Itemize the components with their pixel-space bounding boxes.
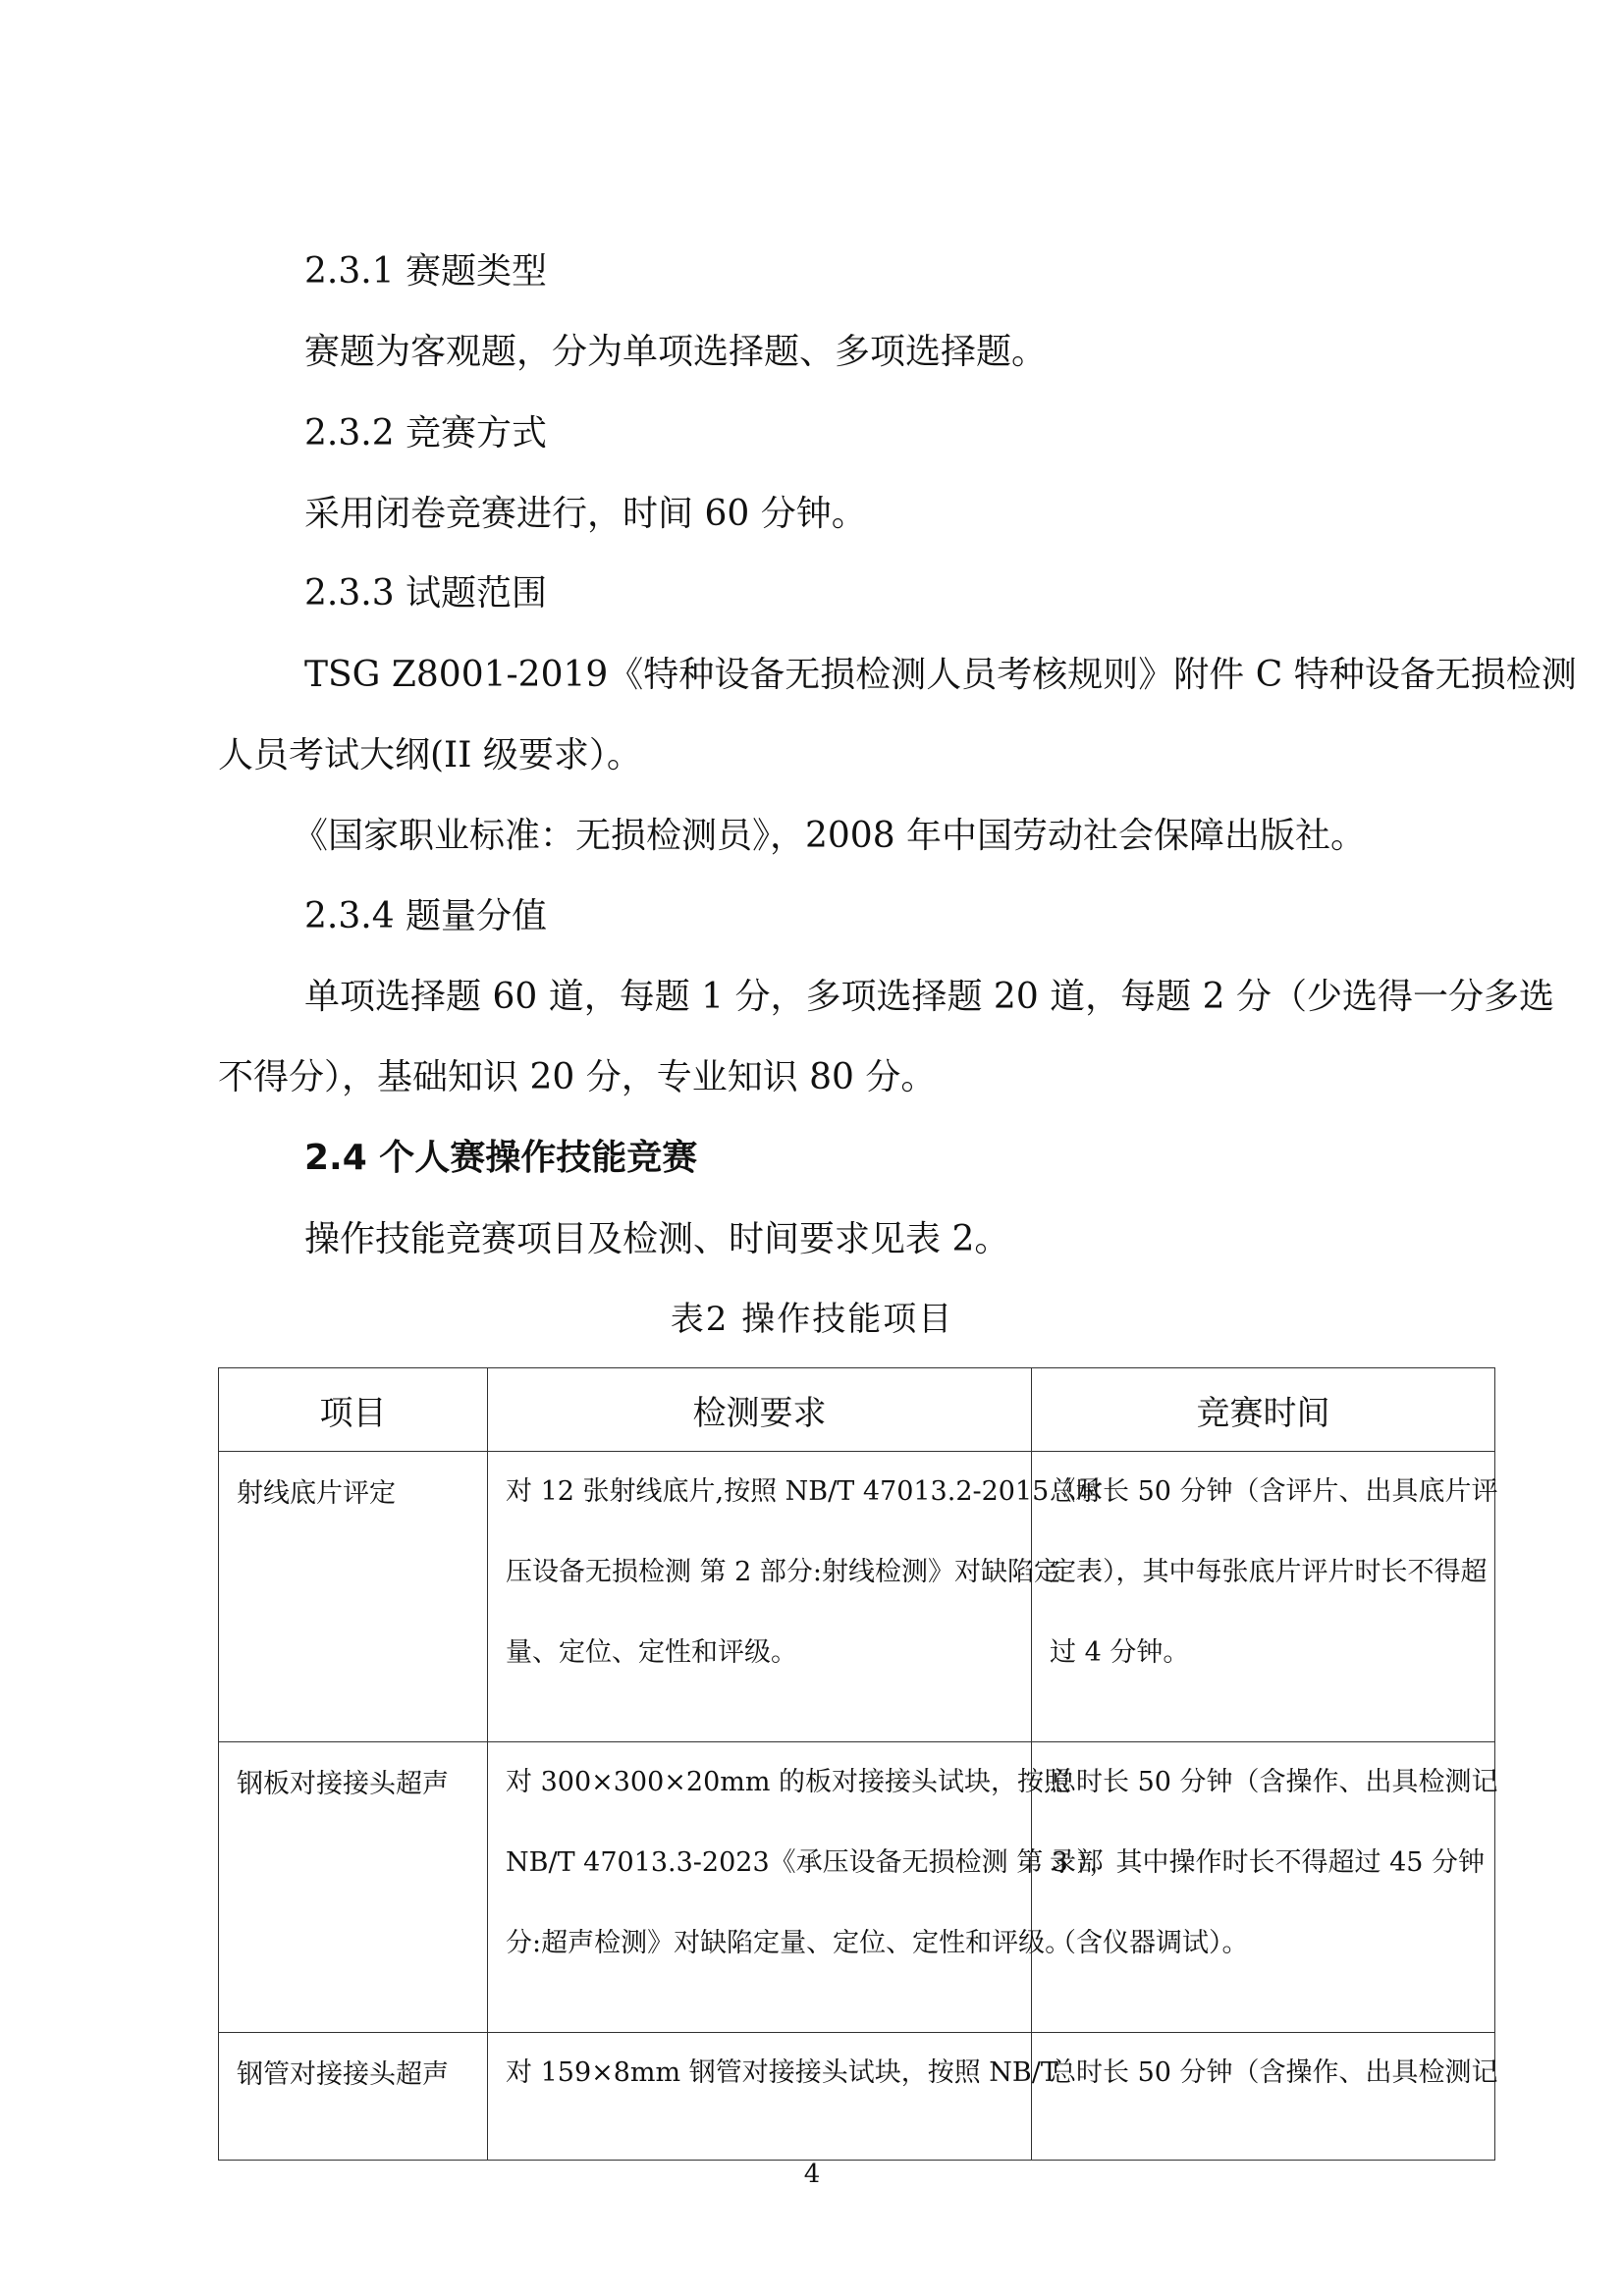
cell-project-text: 钢板对接接头超声 bbox=[237, 1769, 449, 1799]
cell-project-text: 钢管对接接头超声 bbox=[237, 2059, 449, 2090]
cell-time-line: 定表），其中每张底片评片时长不得超 bbox=[1050, 1557, 1488, 1587]
header-requirement: 检测要求 bbox=[488, 1368, 1032, 1452]
page-number: 4 bbox=[803, 2160, 821, 2189]
cell-requirement-line: 分:超声检测》对缺陷定量、定位、定性和评级。 bbox=[506, 1928, 1072, 1958]
cell-time-line: 录），其中操作时长不得超过 45 分钟 bbox=[1050, 1847, 1486, 1878]
cell-time bbox=[1032, 2033, 1498, 2161]
cell-requirement-line: NB/T 47013.3-2023《承压设备无损检测 第 3 部 bbox=[506, 1847, 1104, 1878]
cell-project bbox=[219, 1452, 488, 1742]
paragraph-text-2-3-4-line2: 不得分），基础知识 20 分，专业知识 80 分。 bbox=[218, 1057, 937, 1097]
paragraph-text-2-3-2: 采用闭卷竞赛进行，时间 60 分钟。 bbox=[304, 494, 867, 534]
paragraph-heading-2-3-1: 2.3.1 赛题类型 bbox=[304, 251, 548, 292]
paragraph-heading-2-3-2: 2.3.2 竞赛方式 bbox=[304, 413, 548, 454]
table-row bbox=[219, 2033, 1495, 2161]
paragraph-text-2-3-1: 赛题为客观题，分为单项选择题、多项选择题。 bbox=[304, 332, 1048, 372]
cell-requirement-line: 压设备无损检测 第 2 部分:射线检测》对缺陷定 bbox=[506, 1557, 1061, 1587]
paragraph-text-2-4: 操作技能竞赛项目及检测、时间要求见表 2。 bbox=[304, 1219, 1010, 1259]
paragraph-text-2-3-3-line2: 人员考试大纲(II 级要求）。 bbox=[218, 735, 642, 775]
cell-time-line: 过 4 分钟。 bbox=[1050, 1637, 1190, 1668]
paragraph-heading-2-3-4: 2.3.4 题量分值 bbox=[304, 896, 548, 936]
cell-project bbox=[219, 1742, 488, 2033]
paragraph-text-2-3-3-line1: TSG Z8001-2019《特种设备无损检测人员考核规则》附件 C 特种设备无损检测 bbox=[304, 655, 1577, 695]
paragraph-text-2-3-4-line1: 单项选择题 60 道，每题 1 分，多项选择题 20 道，每题 2 分（少选得一分多选 bbox=[304, 977, 1554, 1017]
paragraph-text-2-3-3-line3: 《国家职业标准：无损检测员》，2008 年中国劳动社会保障出版社。 bbox=[293, 816, 1367, 856]
header-project: 项目 bbox=[219, 1368, 488, 1452]
skills-table bbox=[218, 1367, 1498, 2161]
paragraph-heading-2-3-3: 2.3.3 试题范围 bbox=[304, 573, 548, 614]
table-row bbox=[219, 1452, 1495, 1742]
cell-project-text: 射线底片评定 bbox=[237, 1478, 396, 1509]
table-caption: 表2 操作技能项目 bbox=[670, 1300, 954, 1339]
table-row bbox=[219, 1742, 1495, 2033]
cell-time-line: （含仪器调试）。 bbox=[1050, 1928, 1249, 1958]
section-heading-2-4: 2.4 个人赛操作技能竞赛 bbox=[304, 1138, 698, 1178]
cell-time-line: 总时长 50 分钟（含评片、出具底片评 bbox=[1050, 1476, 1498, 1507]
cell-time bbox=[1032, 1742, 1498, 2033]
cell-requirement bbox=[488, 1742, 1104, 2033]
cell-requirement bbox=[488, 2033, 1058, 2161]
cell-requirement-line: 对 159×8mm 钢管对接接头试块，按照 NB/T bbox=[506, 2057, 1058, 2088]
header-time: 竞赛时间 bbox=[1032, 1368, 1495, 1452]
cell-time bbox=[1032, 1452, 1498, 1742]
cell-time-line: 总时长 50 分钟（含操作、出具检测记 bbox=[1050, 1767, 1498, 1797]
cell-project bbox=[219, 2033, 488, 2161]
cell-requirement bbox=[488, 1452, 1103, 1742]
cell-requirement-line: 对 300×300×20mm 的板对接接头试块，按照 bbox=[506, 1767, 1071, 1797]
table-header-row bbox=[219, 1368, 1495, 1452]
cell-time-line: 总时长 50 分钟（含操作、出具检测记 bbox=[1050, 2057, 1498, 2088]
cell-requirement-line: 对 12 张射线底片,按照 NB/T 47013.2-2015《承 bbox=[506, 1476, 1103, 1507]
cell-requirement-line: 量、定位、定性和评级。 bbox=[506, 1637, 797, 1668]
